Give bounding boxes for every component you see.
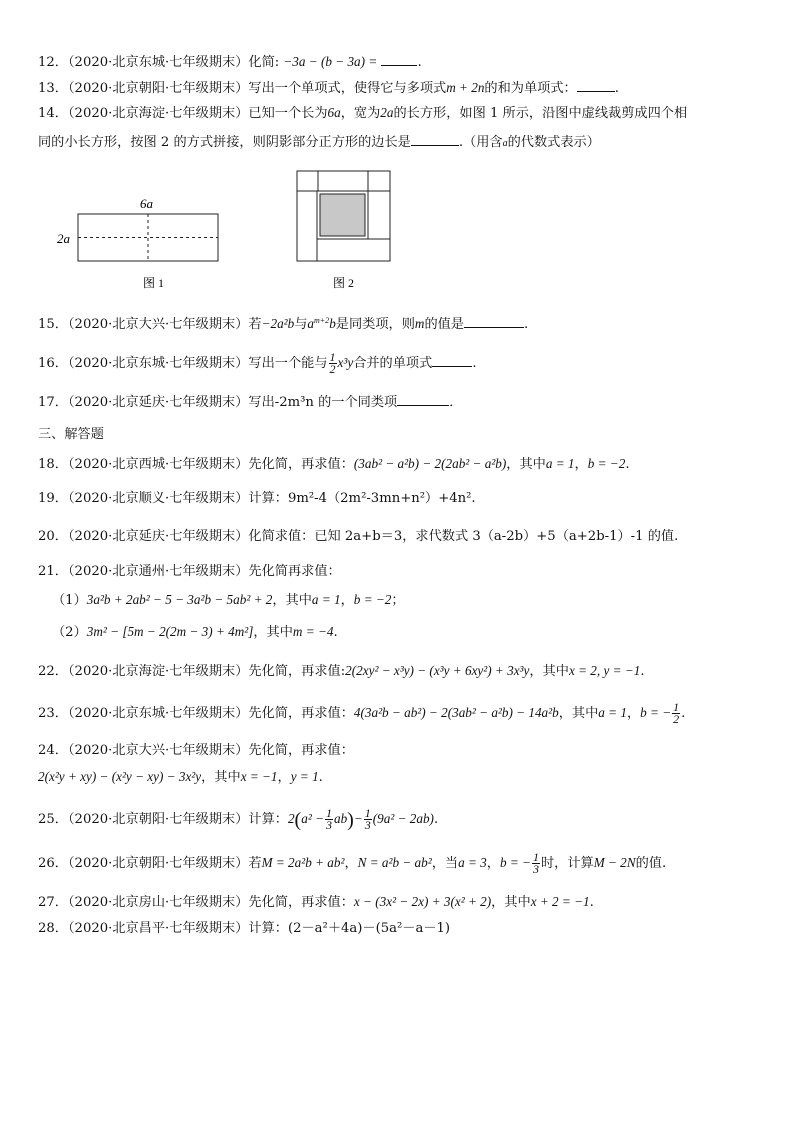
- answer-blank[interactable]: [464, 314, 524, 328]
- q-condition: x = 2, y = −1: [568, 663, 641, 678]
- q-text: 写出一个单项式，使得它与多项式: [248, 81, 447, 96]
- fig1-caption: 图 1: [143, 276, 165, 290]
- question-26: 26．（2020·北京朝阳·七年级期末）若M = 2a²b + ab²，N = a²b − ab²，当a = 3，b = − $\frac{1}{3}$ 时，计算M − 2N的值.: [38, 850, 667, 876]
- q-number: 20．: [38, 529, 68, 544]
- q-text: 先化简，再求值：: [248, 457, 354, 472]
- q-number: 14．: [38, 106, 68, 121]
- q-source: （2020·北京大兴·七年级期末）: [67, 743, 249, 758]
- q-text: 合并的单项式: [353, 356, 433, 371]
- numerator: 1: [673, 700, 680, 714]
- q-source: （2020·北京顺义·七年级期末）: [67, 491, 249, 506]
- q-text: 化简求值：已知 2a+b＝3，求代数式 3（a-2b）+5（a+2b-1）-1 的值.: [248, 529, 679, 544]
- q-text: 的和为单项式：: [484, 81, 577, 96]
- q-source: （2020·北京延庆·七年级期末）: [67, 395, 249, 410]
- q-text: 已知一个长为: [248, 106, 328, 121]
- q-expression: 3a²b + 2ab² − 5 − 3a²b − 5ab² + 2: [86, 592, 273, 607]
- q-text: ，宽为: [340, 106, 381, 121]
- shaded-square: [320, 194, 365, 236]
- q-source: （2020·北京东城·七年级期末）: [67, 356, 249, 371]
- q-number: 17．: [38, 395, 68, 410]
- fraction: [329, 352, 337, 375]
- q-source: （2020·北京大兴·七年级期末）: [67, 317, 249, 332]
- q-expression: (9a² − 2ab): [372, 811, 434, 826]
- q-text: 计算：(2－a²＋4a)－(5a²－a－1): [248, 921, 451, 936]
- q-text: 若: [248, 317, 262, 332]
- fraction: [672, 702, 680, 725]
- q-source: （2020·北京朝阳·七年级期末）: [67, 81, 249, 96]
- q-text: 先化简，再求值：: [248, 895, 354, 910]
- q-text: ，其中: [529, 664, 569, 679]
- q-source: （2020·北京朝阳·七年级期末）: [67, 856, 249, 871]
- question-19: [38, 490, 476, 508]
- q-tail: .: [589, 895, 594, 910]
- question-18: 18．（2020·北京西城·七年级期末）先化简，再求值：(3ab² − a²b) − 2(2ab² − a²b)，其中a = 1，b = −2.: [38, 456, 630, 472]
- q-expression: a: [307, 316, 314, 331]
- q-number: 23．: [38, 706, 68, 721]
- q-text: ，其中: [272, 593, 312, 608]
- q-text: 与: [294, 317, 308, 332]
- q-exponent: m+2: [314, 316, 330, 325]
- q-expression: m + 2n: [446, 80, 485, 95]
- question-28: [38, 920, 450, 938]
- fraction: [325, 808, 333, 831]
- numerator: 1: [364, 806, 371, 820]
- q-condition: b = −2: [353, 592, 392, 607]
- figure-panel: [0, 0, 794, 320]
- q-text: ，其中: [506, 457, 546, 472]
- q-condition: a = 1: [545, 456, 575, 471]
- q-text: 先化简，再求值:: [248, 664, 346, 679]
- q-source: （2020·北京西城·七年级期末）: [67, 457, 249, 472]
- q-condition: x = −1: [240, 769, 278, 784]
- q-condition: m = −4: [292, 624, 334, 639]
- q-number: 28．: [38, 921, 68, 936]
- question-22: [38, 662, 645, 681]
- q-tail: .: [640, 664, 645, 679]
- q-text: 时，计算: [540, 856, 594, 871]
- q-expression: 4(3a²b − ab²) − 2(3ab² − a²b) − 14a²b: [353, 705, 559, 720]
- q-expression: ab: [333, 811, 348, 826]
- question-21-part-2: [52, 623, 338, 642]
- question-17: [38, 392, 462, 412]
- q-number: 26．: [38, 856, 68, 871]
- q-text: 化简:: [248, 55, 284, 70]
- q-tail: .: [472, 356, 477, 371]
- q-expression: 3m² − [5m − 2(2m − 3) + 4m²]: [86, 624, 254, 639]
- fig1-side-label: 2a: [57, 231, 70, 246]
- q-tail: .: [333, 625, 338, 640]
- question-24: [38, 742, 354, 760]
- q-number: 18．: [38, 457, 68, 472]
- question-21: [38, 563, 341, 581]
- q-condition: x + 2 = −1: [530, 894, 590, 909]
- q-text: ，: [344, 856, 358, 871]
- q-text: 计算：: [248, 812, 288, 827]
- question-23: 23．（2020·北京东城·七年级期末）先化简，再求值：4(3a²b − ab²) − 2(3ab² − a²b) − 14a²b，其中a = 1，b = − $\frac{1}{2}$ .: [38, 700, 686, 726]
- q-expression: 6a: [327, 105, 341, 120]
- q-tail: ；: [391, 593, 405, 608]
- q-condition: a = 1: [311, 592, 341, 607]
- q-condition: b = −: [499, 855, 531, 870]
- section-title: 三、解答题: [38, 427, 104, 442]
- q-text: ，其中: [201, 770, 241, 785]
- denominator: 3: [325, 818, 332, 832]
- question-25: 25．（2020·北京朝阳·七年级期末）计算：2(a² − $\frac{1}{3}$ ab)− $\frac{1}{3}$ (9a² − 2ab).: [38, 806, 439, 832]
- denominator: 3: [532, 862, 539, 876]
- fraction: [532, 852, 540, 875]
- q-source: （2020·北京东城·七年级期末）: [67, 706, 249, 721]
- q-number: 19．: [38, 491, 68, 506]
- q-source: （2020·北京昌平·七年级期末）: [67, 921, 249, 936]
- q-expression: x − (3x² − 2x) + 3(x² + 2): [353, 894, 492, 909]
- q-number: 27．: [38, 895, 68, 910]
- q-expression: −2a²b: [261, 316, 295, 331]
- answer-blank[interactable]: [432, 353, 472, 367]
- q-expression: a² −: [301, 811, 324, 826]
- denominator: 3: [364, 818, 371, 832]
- q-text: 写出一个能与: [248, 356, 328, 371]
- q-number: 16．: [38, 356, 68, 371]
- question-27: [38, 893, 594, 912]
- q-expression: x³y: [337, 355, 354, 370]
- figure-2: [297, 171, 390, 290]
- q-number: 12．: [38, 55, 68, 70]
- fraction: [364, 808, 372, 831]
- q-expression: N = a²b − ab²: [357, 855, 432, 870]
- q-tail: .: [625, 457, 630, 472]
- q-text: 写出-2m³n 的一个同类项: [248, 395, 398, 410]
- q-number: 24．: [38, 743, 68, 758]
- question-24-line2: 2(x²y + xy) − (x²y − xy) − 3x²y，其中x = −1，y = 1.: [38, 769, 323, 785]
- q-text: 先化简再求值：: [248, 564, 341, 579]
- q-condition: b = −2: [587, 456, 626, 471]
- q-text: .（用含: [458, 135, 503, 150]
- q-expression: b: [329, 316, 336, 331]
- question-20: [38, 528, 678, 546]
- q-condition: y = 1: [290, 769, 319, 784]
- figure-1: [57, 196, 218, 290]
- q-text: ，其中: [491, 895, 531, 910]
- q-tail: .: [433, 812, 439, 827]
- q-expression: −3a − (b − 3a) =: [283, 54, 378, 69]
- q-text: 先化简，再求值：: [248, 743, 354, 758]
- part-label: （2）: [52, 625, 87, 640]
- q-variable: m: [414, 316, 425, 331]
- q-text: 是同类项，则: [335, 317, 415, 332]
- q-expression: (3ab² − a²b) − 2(2ab² − a²b): [353, 456, 507, 471]
- denominator: 2: [673, 712, 680, 726]
- q-expression: 2a: [380, 105, 394, 120]
- q-text: ，其中: [558, 706, 599, 721]
- q-tail: .: [524, 317, 529, 332]
- q-source: （2020·北京房山·七年级期末）: [67, 895, 249, 910]
- denominator: 2: [329, 362, 336, 376]
- q-expression: M − 2N: [593, 855, 636, 870]
- q-number: 21．: [38, 564, 68, 579]
- question-16: [38, 352, 477, 375]
- q-source: （2020·北京延庆·七年级期末）: [67, 529, 249, 544]
- part-label: （1）: [52, 593, 87, 608]
- numerator: 1: [532, 850, 539, 864]
- q-expression: 2: [287, 811, 295, 826]
- q-source: （2020·北京海淀·七年级期末）: [67, 106, 249, 121]
- q-expression: −: [353, 811, 363, 826]
- q-source: （2020·北京东城·七年级期末）: [67, 55, 249, 70]
- q-condition: b = −: [640, 705, 672, 720]
- answer-blank[interactable]: [397, 392, 449, 406]
- question-15: [38, 314, 528, 334]
- q-number: 25．: [38, 812, 68, 827]
- q-tail: .: [614, 81, 619, 96]
- q-condition: a = 1: [598, 705, 627, 720]
- q-tail: ．: [449, 395, 463, 410]
- fig2-caption: 图 2: [333, 276, 355, 290]
- q-text: 同的小长方形，按图 2 的方式拼接，则阴影部分正方形的边长是: [38, 135, 411, 150]
- q-tail: .: [681, 706, 686, 721]
- q-tail: .: [417, 55, 422, 70]
- q-text: 的值是: [424, 317, 464, 332]
- question-21-part-1: （1）3a²b + 2ab² − 5 − 3a²b − 5ab² + 2，其中a = 1，b = −2；: [52, 592, 405, 608]
- q-condition: a = 3: [458, 855, 487, 870]
- q-tail: .: [318, 770, 323, 785]
- q-variable: a: [502, 138, 508, 149]
- q-expression: 2(x²y + xy) − (x²y − xy) − 3x²y: [38, 769, 202, 784]
- numerator: 1: [329, 350, 336, 364]
- q-expression: M = 2a²b + ab²: [261, 855, 345, 870]
- q-number: 15．: [38, 317, 68, 332]
- q-text: 的长方形，如图 1 所示，沿图中虚线裁剪成四个相: [393, 106, 688, 121]
- q-text: ，其中: [253, 625, 293, 640]
- numerator: 1: [325, 806, 332, 820]
- q-text: 先化简，再求值：: [248, 706, 354, 721]
- q-text: 若: [248, 856, 262, 871]
- q-source: （2020·北京朝阳·七年级期末）: [67, 812, 249, 827]
- fig1-top-label: 6a: [140, 196, 153, 211]
- q-text: ，当: [431, 856, 459, 871]
- q-source: （2020·北京通州·七年级期末）: [67, 564, 249, 579]
- q-text: 计算：9m²-4（2m²-3mn+n²）+4n².: [248, 491, 476, 506]
- q-number: 13．: [38, 81, 68, 96]
- q-number: 22．: [38, 664, 68, 679]
- q-expression: 2(2xy² − x³y) − (x³y + 6xy²) + 3x³y: [345, 663, 530, 678]
- q-text: 的代数式表示）: [507, 135, 600, 150]
- q-source: （2020·北京海淀·七年级期末）: [67, 664, 249, 679]
- q-text: 的值.: [635, 856, 667, 871]
